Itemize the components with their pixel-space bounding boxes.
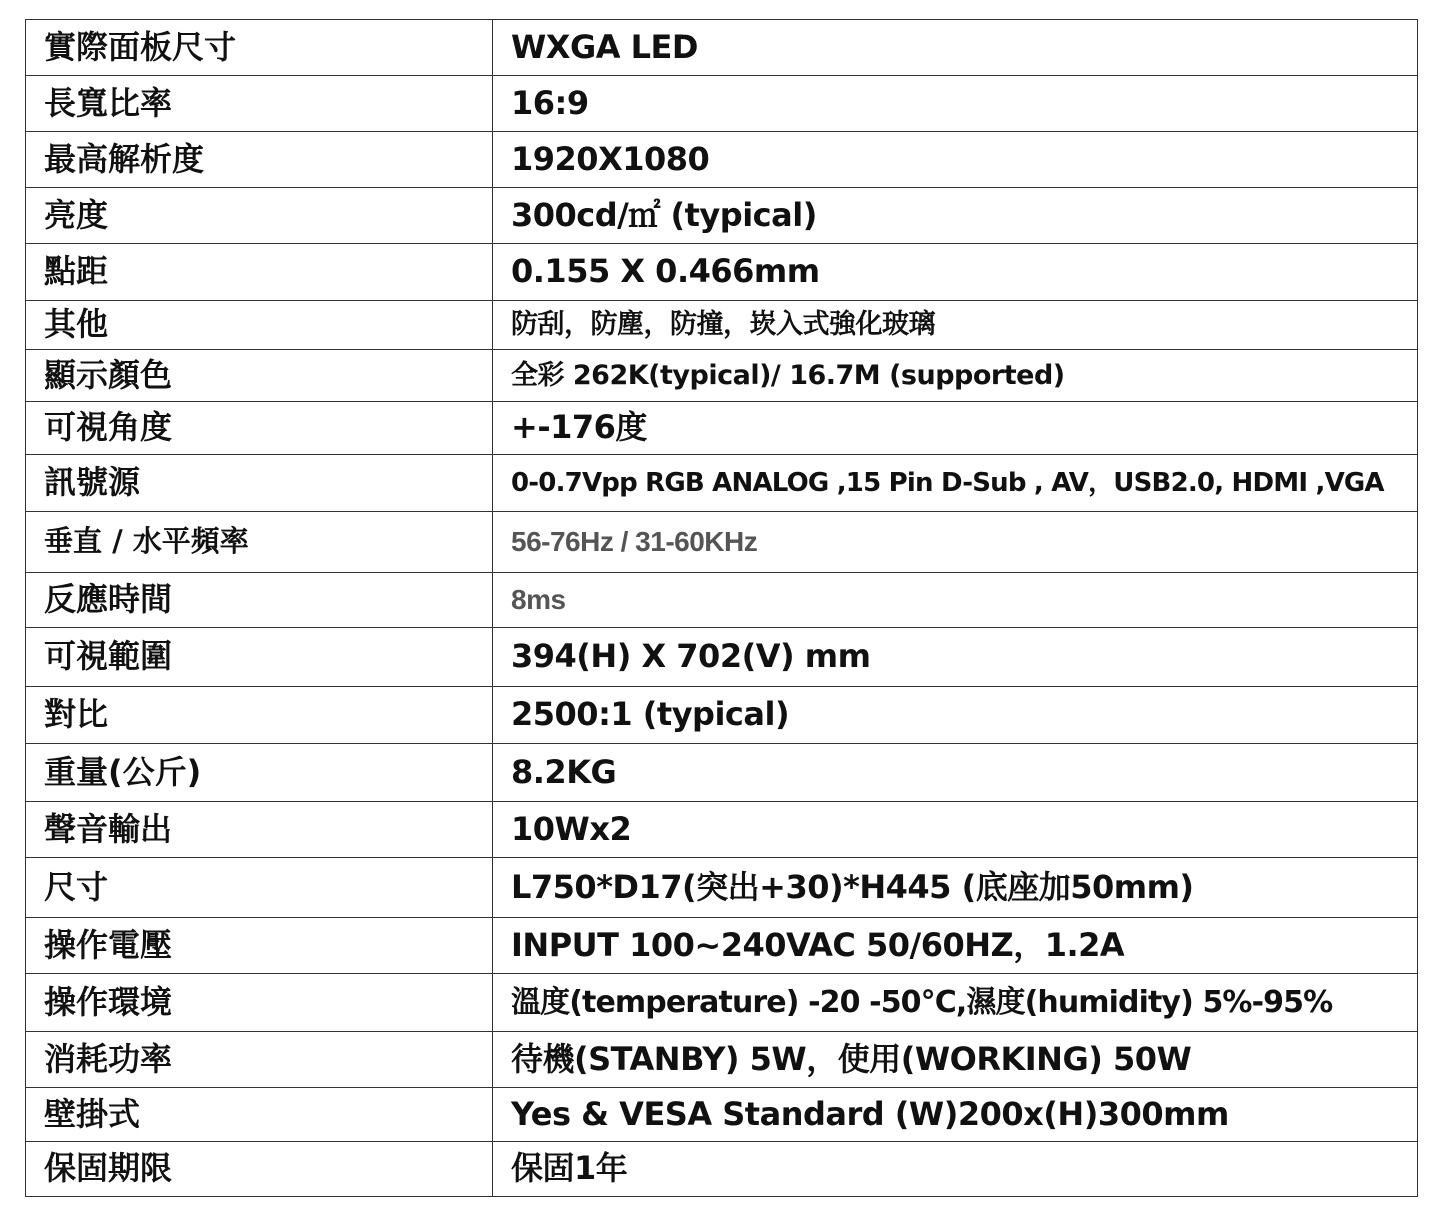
spec-value: 8.2KG xyxy=(493,744,1418,802)
spec-value: 300cd/㎡ (typical) xyxy=(493,188,1418,244)
table-row xyxy=(26,687,1418,744)
spec-label: 重量(公斤) xyxy=(26,744,493,802)
spec-value: 394(H) X 702(V) mm xyxy=(493,628,1418,687)
table-row xyxy=(26,744,1418,802)
spec-label: 反應時間 xyxy=(26,573,493,628)
table-row xyxy=(26,802,1418,858)
spec-label: 壁掛式 xyxy=(26,1088,493,1142)
table-row xyxy=(26,1032,1418,1088)
spec-value: 待機(STANBY) 5W，使用(WORKING) 50W xyxy=(493,1032,1418,1088)
spec-value: 溫度(temperature) -20 -50°C,濕度(humidity) 5%-95% xyxy=(493,974,1418,1032)
spec-value: +-176度 xyxy=(493,402,1418,455)
table-row xyxy=(26,301,1418,350)
spec-label: 尺寸 xyxy=(26,858,493,918)
spec-value: 全彩 262K(typical)/ 16.7M (supported) xyxy=(493,350,1418,402)
spec-value: 10Wx2 xyxy=(493,802,1418,858)
spec-value: 56-76Hz / 31-60KHz xyxy=(493,512,1418,573)
spec-label: 操作環境 xyxy=(26,974,493,1032)
spec-table xyxy=(25,19,1418,1197)
spec-label: 亮度 xyxy=(26,188,493,244)
spec-label: 最高解析度 xyxy=(26,132,493,188)
table-row xyxy=(26,918,1418,974)
spec-value: 1920X1080 xyxy=(493,132,1418,188)
table-row xyxy=(26,350,1418,402)
spec-label: 保固期限 xyxy=(26,1142,493,1197)
spec-table-body xyxy=(26,20,1418,1197)
spec-label: 操作電壓 xyxy=(26,918,493,974)
table-row xyxy=(26,76,1418,132)
spec-value: 16:9 xyxy=(493,76,1418,132)
spec-value: INPUT 100~240VAC 50/60HZ，1.2A xyxy=(493,918,1418,974)
table-row xyxy=(26,244,1418,301)
table-row xyxy=(26,132,1418,188)
spec-label: 消耗功率 xyxy=(26,1032,493,1088)
spec-value: 保固1年 xyxy=(493,1142,1418,1197)
spec-value: Yes & VESA Standard (W)200x(H)300mm xyxy=(493,1088,1418,1142)
table-row xyxy=(26,573,1418,628)
spec-label: 顯示顏色 xyxy=(26,350,493,402)
spec-label: 可視範圍 xyxy=(26,628,493,687)
table-row xyxy=(26,402,1418,455)
spec-label: 可視角度 xyxy=(26,402,493,455)
spec-value: 0-0.7Vpp RGB ANALOG ,15 Pin D-Sub , AV，USB2.0, HDMI ,VGA xyxy=(493,455,1418,512)
table-row xyxy=(26,974,1418,1032)
table-row xyxy=(26,858,1418,918)
table-row xyxy=(26,20,1418,76)
spec-value: 防刮，防塵，防撞，崁入式強化玻璃 xyxy=(493,301,1418,350)
spec-label: 聲音輸出 xyxy=(26,802,493,858)
spec-value: L750*D17(突出+30)*H445 (底座加50mm) xyxy=(493,858,1418,918)
spec-value: 2500:1 (typical) xyxy=(493,687,1418,744)
table-row xyxy=(26,455,1418,512)
spec-value: 8ms xyxy=(493,573,1418,628)
spec-label: 長寬比率 xyxy=(26,76,493,132)
table-row xyxy=(26,628,1418,687)
spec-label: 點距 xyxy=(26,244,493,301)
table-row xyxy=(26,1088,1418,1142)
spec-label: 訊號源 xyxy=(26,455,493,512)
spec-label: 對比 xyxy=(26,687,493,744)
spec-value: WXGA LED xyxy=(493,20,1418,76)
table-row xyxy=(26,1142,1418,1197)
spec-label: 實際面板尺寸 xyxy=(26,20,493,76)
spec-label: 其他 xyxy=(26,301,493,350)
table-row xyxy=(26,512,1418,573)
table-row xyxy=(26,188,1418,244)
spec-value: 0.155 X 0.466mm xyxy=(493,244,1418,301)
spec-label: 垂直 / 水平頻率 xyxy=(26,512,493,573)
